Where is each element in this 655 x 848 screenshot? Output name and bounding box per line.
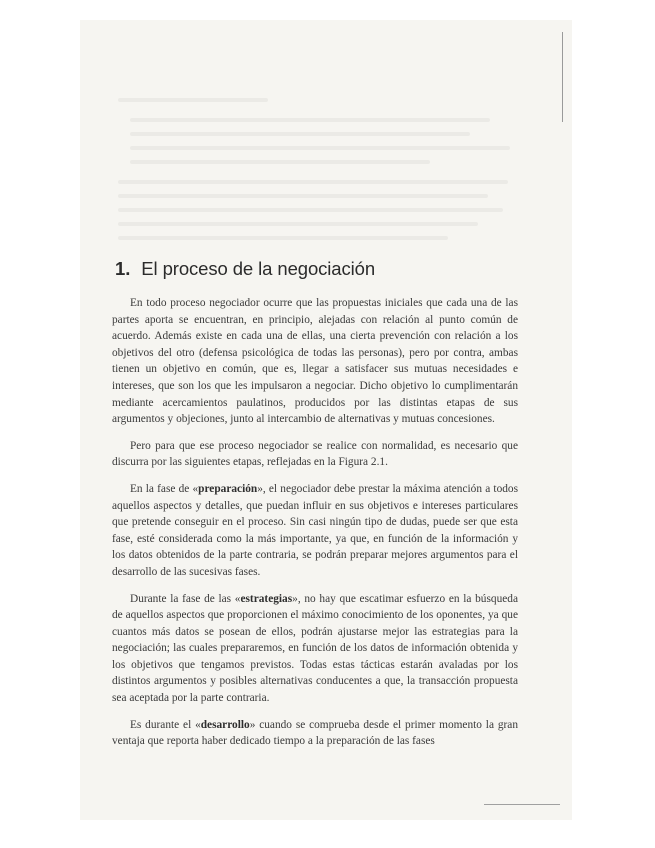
document-body [112, 258, 518, 760]
paragraph [112, 717, 518, 750]
paragraph-text: Pero para que ese proceso negociador se realice con normalidad, es necesario que discurra por las siguientes etapas, reflejadas en la Figura 2.1. [112, 439, 518, 469]
paragraph [112, 591, 518, 707]
section-number: 1. [115, 258, 131, 279]
paragraph-text: », no hay que escatimar esfuerzo en la búsqueda de aquellos aspectos que proporcionen el máximo conocimiento de los oponentes, ya que cuantos más datos se posean de ellos, podrán ajustarse mejor las estrategias para la negociación; las cuales prepararemos, en función de los datos de información obtenida y los objetivos que tengamos previstos. Todas estas tácticas estarán avaladas por los distintos argumentos y posibles alternativas conducentes a que, la transacción propuesta sea aceptada por la parte contraria. [112, 592, 518, 705]
paragraph [112, 438, 518, 471]
bold-term-desarrollo: desarrollo [200, 718, 250, 731]
section-heading [115, 258, 518, 280]
paragraph [112, 481, 518, 581]
paragraph-text: Durante la fase de las « [130, 592, 241, 605]
bold-term-preparacion: preparación [198, 482, 258, 495]
paragraph [112, 295, 518, 428]
paragraph-text: » cuando se comprueba desde el primer momento la gran ventaja que reporta haber dedicado tiempo a la preparación de las fases [112, 718, 518, 748]
bold-term-estrategias: estrategias [240, 592, 293, 605]
page-edge-rule [562, 32, 563, 122]
section-title: El proceso de la negociación [141, 258, 376, 279]
paragraph-text: », el negociador debe prestar la máxima atención a todos aquellos aspectos y detalles, que puedan influir en sus objetivos e intereses particulares que pretende conseguir en el proceso. Sin casi ningún tipo de dudas, puede ser que esta fase, esté considerada como la más importante, ya que, en función de la información y los datos obtenidos de la parte contraria, se podrán preparar mejores argumentos para el desarrollo de las sucesivas fases. [112, 482, 518, 578]
paragraph-text: Es durante el « [130, 718, 201, 731]
paragraph-text: En todo proceso negociador ocurre que las propuestas iniciales que cada una de las partes aporta se encuentran, en principio, alejadas con relación al punto común de acuerdo. Además existe en cada una de ellas, una cierta prevención con relación a los objetivos del otro (defensa psicológica de todas las personas), pero por contra, ambas tienen un objetivo en común, que es, llegar a satisfacer sus mutuas necesidades e intereses, que son los que les impulsaron a negociar. Dicho objetivo lo cumplimentarán mediante acercamientos paulatinos, producidos por las distintas etapas de sus argumentos y objeciones, junto al intercambio de alternativas y mutuas concesiones. [112, 297, 518, 426]
paragraph-text: En la fase de « [130, 482, 199, 495]
page-footer-rule [484, 804, 560, 805]
